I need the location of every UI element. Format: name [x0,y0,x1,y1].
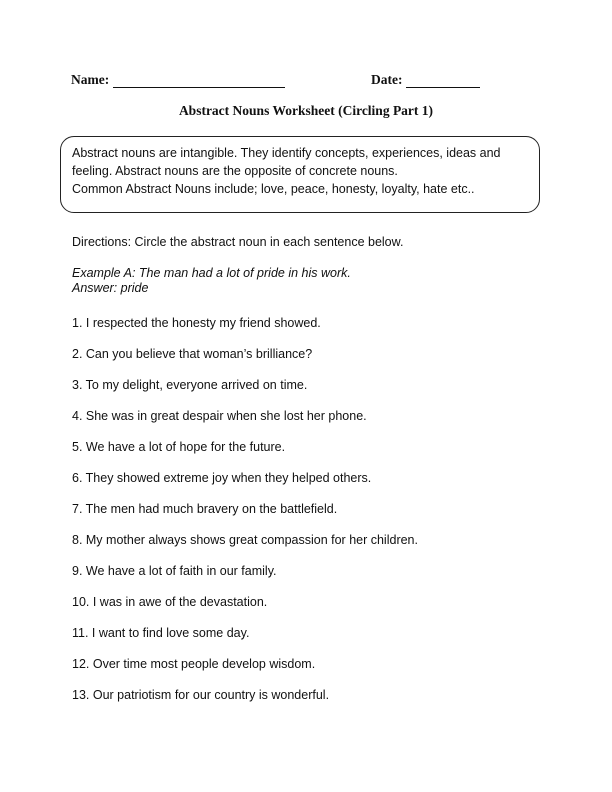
question-item: 8. My mother always shows great compassion for her children. [72,533,418,547]
worksheet-title: Abstract Nouns Worksheet (Circling Part 1) [178,103,434,118]
name-blank-line[interactable] [113,73,285,88]
question-item: 3. To my delight, everyone arrived on time. [72,378,308,392]
question-item: 12. Over time most people develop wisdom. [72,657,316,671]
question-item: 2. Can you believe that woman’s brilliance? [72,347,313,361]
question-item: 11. I want to find love some day. [72,626,250,640]
example-sentence: Example A: The man had a lot of pride in his work. [72,266,351,280]
definition-box [60,136,540,213]
directions-text: Directions: Circle the abstract noun in each sentence below. [72,235,404,249]
question-item: 6. They showed extreme joy when they helped others. [72,471,372,485]
example-answer: Answer: pride [72,281,149,295]
date-blank-line[interactable] [406,73,480,88]
date-field[interactable] [371,72,480,88]
question-item: 13. Our patriotism for our country is wonderful. [72,688,330,702]
definition-line: Abstract nouns are intangible. They identify concepts, experiences, ideas and [72,146,501,160]
name-field[interactable] [71,72,285,88]
date-label: Date: [371,72,403,87]
name-label: Name: [71,72,110,87]
definition-line: feeling. Abstract nouns are the opposite of concrete nouns. [72,164,398,178]
question-list [72,314,418,717]
question-item: 4. She was in great despair when she lost her phone. [72,409,367,423]
question-item: 5. We have a lot of hope for the future. [72,440,286,454]
question-item: 7. The men had much bravery on the battlefield. [72,502,338,516]
question-item: 1. I respected the honesty my friend showed. [72,316,321,330]
definition-line: Common Abstract Nouns include; love, peace, honesty, loyalty, hate etc.. [72,182,475,196]
question-item: 10. I was in awe of the devastation. [72,595,268,609]
question-item: 9. We have a lot of faith in our family. [72,564,277,578]
example-block [72,266,351,296]
